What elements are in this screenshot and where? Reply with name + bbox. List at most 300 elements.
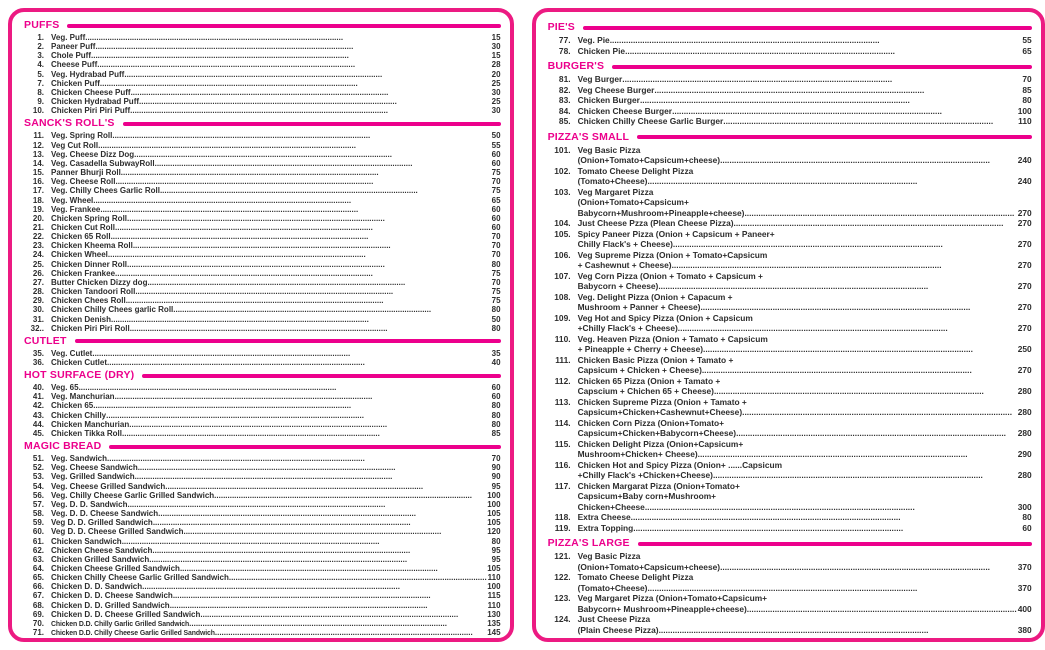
item-line (51, 60, 501, 69)
item-content (578, 418, 1032, 439)
item-number: 29. (32, 296, 44, 306)
item-number: 60. (32, 527, 44, 537)
item-name: Chicken Cut Roll (51, 222, 116, 232)
section-rule (612, 65, 1031, 69)
dotted-leader (200, 610, 486, 619)
dotted-leader (713, 470, 1017, 481)
item-number: 57. (32, 499, 44, 509)
menu-item (20, 628, 501, 637)
menu-item (544, 95, 1032, 106)
item-number: 81. (558, 74, 571, 84)
item-number: 2. (37, 42, 44, 52)
section-rule (123, 122, 501, 126)
item-number: 10. (32, 106, 44, 116)
menu-item (20, 106, 501, 115)
item-content (51, 472, 501, 481)
item-number: 82. (558, 84, 571, 95)
item-content (51, 260, 501, 269)
item-price: 300 (1017, 501, 1032, 512)
item-price: 60 (491, 149, 501, 159)
item-line: Chicken Supreme Pizza (Onion + Tamato + (577, 396, 747, 407)
item-content (51, 582, 501, 591)
item-name: Veg. Sandwich (51, 454, 108, 464)
dotted-leader (108, 250, 491, 259)
item-line (578, 208, 1032, 219)
item-content (51, 491, 501, 500)
item-number: 31. (32, 314, 44, 324)
dotted-leader (170, 601, 487, 610)
item-name: Chicken D.D. Chilly Cheese Garlic Grilled Sandwich (51, 630, 215, 638)
item-price: 80 (491, 323, 501, 333)
item-line: Veg Corn Pizza (Onion + Tomato + Capsicum + (577, 270, 763, 281)
item-line (578, 281, 1032, 292)
dotted-leader (158, 509, 486, 518)
menu-item (20, 150, 501, 159)
item-name: Veg Cut Roll (51, 140, 99, 150)
item-content (578, 292, 1032, 313)
menu-item (20, 296, 501, 305)
dotted-leader (121, 168, 491, 177)
item-line (578, 583, 1032, 594)
dotted-leader (115, 223, 491, 232)
item-line (51, 482, 501, 491)
item-number: 9. (37, 97, 44, 107)
item-number: 5. (37, 69, 44, 79)
menu-item (544, 116, 1032, 127)
section-title: BURGER'S (547, 60, 605, 72)
item-number: 70. (32, 618, 44, 628)
section-title: PIZZA'S LARGE (547, 537, 630, 549)
dotted-leader (149, 555, 490, 564)
item-number: 107. (554, 270, 571, 281)
menu-item (20, 269, 501, 278)
item-price: 80 (491, 410, 501, 420)
item-line (51, 131, 501, 140)
item-number: 66. (32, 582, 44, 592)
item-name: Capscium + Chichen 65 + Cheese) (577, 386, 714, 396)
item-name: Veg Cheese Burger (577, 84, 655, 95)
item-line (578, 562, 1032, 573)
item-line: Veg Basic Pizza (577, 144, 641, 155)
item-content (578, 166, 1032, 187)
item-number: 30. (32, 305, 44, 315)
dotted-leader (173, 305, 490, 314)
item-line (51, 214, 501, 223)
menu-item (20, 537, 501, 546)
item-number: 123. (554, 593, 571, 603)
item-line (51, 546, 501, 555)
item-line (51, 454, 501, 463)
dotted-leader (127, 500, 486, 509)
item-content (51, 196, 501, 205)
item-name: Chicken Pie (577, 45, 626, 56)
item-price: 115 (487, 591, 501, 601)
item-content (578, 250, 1032, 271)
item-line: Tomato Cheese Delight Pizza (577, 165, 694, 176)
item-line (578, 302, 1032, 313)
dotted-leader (631, 512, 1022, 523)
dotted-leader (698, 449, 1017, 460)
item-name: Chicken Cheese Grilled Sandwich (51, 563, 180, 573)
item-content (578, 218, 1032, 229)
item-name: Chicken Hydrabad Puff (51, 97, 140, 107)
item-line (51, 186, 501, 195)
item-content (51, 601, 501, 610)
item-line (51, 527, 501, 536)
dotted-leader (100, 79, 491, 88)
item-line: Veg Margaret Pizza (Onion+Tomato+Capsicum+ (577, 593, 768, 603)
item-price: 100 (487, 490, 501, 500)
item-number: 116. (554, 459, 571, 470)
item-line (51, 287, 501, 296)
item-line (51, 42, 501, 51)
item-line (51, 205, 501, 214)
item-content (51, 411, 501, 420)
item-number: 16. (32, 177, 44, 187)
item-price: 135 (487, 618, 501, 628)
item-line (578, 95, 1032, 106)
item-line (51, 392, 501, 401)
menu-item (544, 460, 1032, 481)
menu-item (544, 229, 1032, 250)
dotted-leader (93, 401, 490, 410)
item-price: 60 (491, 383, 501, 393)
item-price: 280 (1017, 470, 1032, 480)
menu-item (544, 166, 1032, 187)
item-content (578, 439, 1032, 460)
item-name: (Tomato+Cheese) (577, 176, 648, 186)
dotted-leader (142, 582, 486, 591)
dotted-leader (622, 74, 1021, 85)
item-line (578, 323, 1032, 334)
menu-item (544, 313, 1032, 334)
section-title: PUFFS (24, 19, 60, 31)
menu-item (20, 411, 501, 420)
item-number: 24. (32, 250, 44, 260)
menu-column-left (8, 8, 514, 642)
item-line (51, 106, 501, 115)
item-name: Babycorn+ Mushroom+Pineapple+cheese) (577, 603, 747, 614)
item-content (51, 42, 501, 51)
item-number: 52. (32, 463, 44, 473)
item-content (578, 572, 1032, 593)
item-content (51, 296, 501, 305)
item-number: 124. (554, 614, 571, 624)
item-name: Veg. Chilly Cheese Garlic Grilled Sandwich (51, 490, 215, 500)
item-name: Chicken Grilled Sandwich (51, 554, 150, 564)
menu-item (20, 392, 501, 401)
dotted-leader (130, 324, 491, 333)
item-number: 13. (32, 149, 44, 159)
item-price: 105 (487, 509, 501, 519)
item-price: 25 (491, 78, 501, 88)
item-price: 80 (1022, 512, 1032, 522)
item-name: Veg. Cheese Dizz Dog (51, 149, 135, 159)
item-number: 83. (558, 95, 571, 105)
section-header (24, 117, 501, 129)
item-line (51, 150, 501, 159)
dotted-leader (135, 472, 491, 481)
menu-item (20, 358, 501, 367)
dotted-leader (93, 196, 490, 205)
item-content (51, 106, 501, 115)
item-number: 115. (554, 438, 571, 449)
menu-item (20, 223, 501, 232)
item-price: 120 (487, 527, 501, 537)
item-content (51, 60, 501, 69)
item-price: 50 (491, 314, 501, 324)
item-price: 90 (491, 472, 501, 482)
menu-item (544, 512, 1032, 523)
section-rule (638, 542, 1032, 546)
item-content (51, 628, 501, 637)
menu-item (544, 187, 1032, 219)
item-content (51, 241, 501, 250)
item-line (578, 176, 1032, 187)
item-content (578, 95, 1032, 106)
item-line (51, 223, 501, 232)
item-line (578, 106, 1032, 117)
item-price: 270 (1017, 239, 1032, 249)
item-name: Cheese Puff (51, 60, 98, 70)
item-name: Capsicum+Chicken+Cashewnut+Cheese) (577, 407, 743, 417)
item-name: Chicken Chilly Cheese Garlic Burger (577, 116, 724, 126)
item-number: 53. (32, 472, 44, 482)
dotted-leader (100, 205, 490, 214)
item-number: 78. (558, 45, 571, 56)
item-name: Chicken Tandoori Roll (51, 287, 136, 297)
item-number: 56. (32, 490, 44, 500)
section-rule (142, 374, 500, 378)
item-number: 108. (554, 291, 571, 302)
item-price: 60 (491, 392, 501, 402)
item-content (51, 269, 501, 278)
item-name: +Chilly Flack's +Chicken+Cheese) (577, 470, 713, 480)
item-content (51, 518, 501, 527)
item-content (51, 509, 501, 518)
item-content (578, 271, 1032, 292)
item-line (51, 472, 501, 481)
item-content (51, 463, 501, 472)
item-content (51, 305, 501, 314)
item-number: 8. (37, 87, 44, 97)
item-price: 75 (491, 296, 501, 306)
item-name: Chicken Chilly Cheese Garlic Grilled Sandwich (51, 573, 229, 583)
dotted-leader (658, 281, 1016, 292)
item-content (578, 35, 1032, 46)
item-name: Veg D. D. Grilled Sandwich (51, 518, 153, 528)
item-line (51, 141, 501, 150)
dotted-leader (122, 537, 491, 546)
item-price: 60 (491, 204, 501, 214)
item-line (51, 349, 501, 358)
dotted-leader (610, 35, 1022, 46)
item-name: Chicken Cheese Burger (577, 105, 673, 116)
item-number: 119. (554, 522, 571, 533)
menu-item (20, 527, 501, 536)
item-price: 25 (491, 97, 501, 107)
item-price: 80 (491, 419, 501, 429)
item-content (51, 527, 501, 536)
menu-item (20, 305, 501, 314)
dotted-leader (111, 315, 491, 324)
item-price: 70 (491, 177, 501, 187)
item-price: 30 (491, 42, 501, 52)
item-name: + Cashewnut + Cheese) (577, 260, 672, 270)
dotted-leader (129, 420, 490, 429)
item-line (51, 383, 501, 392)
item-name: Panner Bhurji Roll (51, 168, 121, 178)
item-price: 15 (491, 51, 501, 61)
item-price: 70 (1022, 74, 1032, 84)
menu-item (20, 591, 501, 600)
section-title: PIZZA'S SMALL (547, 130, 630, 143)
dotted-leader (183, 527, 486, 536)
menu-item (544, 551, 1032, 572)
item-line (51, 88, 501, 97)
item-number: 71. (32, 628, 44, 638)
item-name: Babycorn + Cheese) (577, 281, 659, 291)
item-content (51, 358, 501, 367)
dotted-leader (165, 482, 490, 491)
dotted-leader (173, 591, 487, 600)
item-line (51, 500, 501, 509)
section-header (548, 537, 1032, 549)
item-content (51, 131, 501, 140)
dotted-leader (133, 241, 491, 250)
section-rule (583, 26, 1032, 30)
item-line (51, 269, 501, 278)
item-line: Veg Margaret Pizza (577, 186, 654, 197)
item-line (51, 610, 501, 619)
item-price: 130 (487, 609, 501, 619)
dotted-leader (115, 392, 491, 401)
item-name: Veg. Cheese Grilled Sandwich (51, 481, 166, 491)
item-number: 19. (32, 204, 44, 214)
section-rule (637, 135, 1032, 139)
item-number: 106. (554, 249, 571, 260)
item-price: 380 (1017, 624, 1032, 635)
dotted-leader (97, 60, 490, 69)
item-line (51, 518, 501, 527)
item-line (578, 604, 1032, 615)
dotted-leader (703, 344, 1017, 355)
item-line (51, 591, 501, 600)
menu-item (20, 131, 501, 140)
item-price: 70 (491, 277, 501, 287)
menu-item (20, 177, 501, 186)
menu-item (20, 619, 501, 628)
item-content (51, 591, 501, 600)
item-number: 45. (32, 428, 44, 438)
menu-item (544, 397, 1032, 418)
item-line (51, 582, 501, 591)
item-name: Veg. Manchurian (51, 392, 115, 402)
item-name: Babycorn+Mushroom+Pineapple+cheese) (577, 207, 745, 218)
item-content (51, 315, 501, 324)
menu-item (20, 141, 501, 150)
menu-item (20, 250, 501, 259)
item-name: Chicken Sandwich (51, 536, 122, 546)
item-content (578, 334, 1032, 355)
menu-item (20, 232, 501, 241)
item-content (51, 546, 501, 555)
item-line (51, 491, 501, 500)
item-name: Chicken 65 (51, 401, 94, 411)
item-price: 80 (491, 536, 501, 546)
menu-item (544, 523, 1032, 534)
menu-item (20, 601, 501, 610)
dotted-leader (115, 269, 491, 278)
item-line (51, 401, 501, 410)
menu-item (20, 60, 501, 69)
item-price: 250 (1017, 344, 1032, 354)
item-content (51, 278, 501, 287)
menu-item (20, 401, 501, 410)
item-content (578, 523, 1032, 534)
item-content (51, 573, 501, 582)
item-name: Butter Chicken Dizzy dog (51, 277, 148, 287)
menu-item (544, 46, 1032, 57)
item-line (578, 523, 1032, 534)
dotted-leader (734, 218, 1017, 229)
item-number: 109. (554, 312, 571, 323)
item-content (51, 454, 501, 463)
item-number: 68. (32, 600, 44, 610)
item-line (578, 625, 1032, 636)
item-content (51, 482, 501, 491)
section-header (24, 19, 501, 31)
item-content (51, 70, 501, 79)
item-line (51, 305, 501, 314)
item-number: 15. (32, 168, 44, 178)
item-price: 240 (1017, 155, 1032, 165)
item-number: 58. (32, 509, 44, 519)
dotted-leader (138, 463, 491, 472)
dotted-leader (672, 260, 1017, 271)
item-number: 103. (554, 186, 571, 197)
item-content (578, 85, 1032, 96)
item-price: 70 (491, 241, 501, 251)
item-name: Chicken Cutlet (51, 358, 108, 367)
menu-item (544, 593, 1032, 614)
menu-item (20, 500, 501, 509)
item-line (51, 411, 501, 420)
menu-item (20, 482, 501, 491)
item-line (578, 116, 1032, 127)
dotted-leader (736, 428, 1017, 439)
item-name: Veg. Casadella SubwayRoll (51, 158, 155, 168)
item-number: 41. (32, 392, 44, 402)
item-content (51, 141, 501, 150)
item-content (578, 481, 1032, 513)
item-line (51, 324, 501, 333)
item-number: 122. (554, 572, 571, 582)
item-price: 85 (1022, 84, 1032, 95)
item-content (578, 614, 1032, 635)
item-number: 69. (32, 609, 44, 619)
item-price: 95 (491, 481, 501, 491)
dotted-leader (126, 296, 491, 305)
dotted-leader (678, 323, 1017, 334)
section-title: HOT SURFACE (DRY) (24, 369, 135, 382)
item-name: Veg Burger (577, 74, 623, 84)
menu-item (20, 509, 501, 518)
dotted-leader (112, 131, 490, 140)
item-number: 25. (32, 259, 44, 269)
item-price: 60 (491, 222, 501, 232)
item-name: Chicken Dinner Roll (51, 259, 128, 269)
